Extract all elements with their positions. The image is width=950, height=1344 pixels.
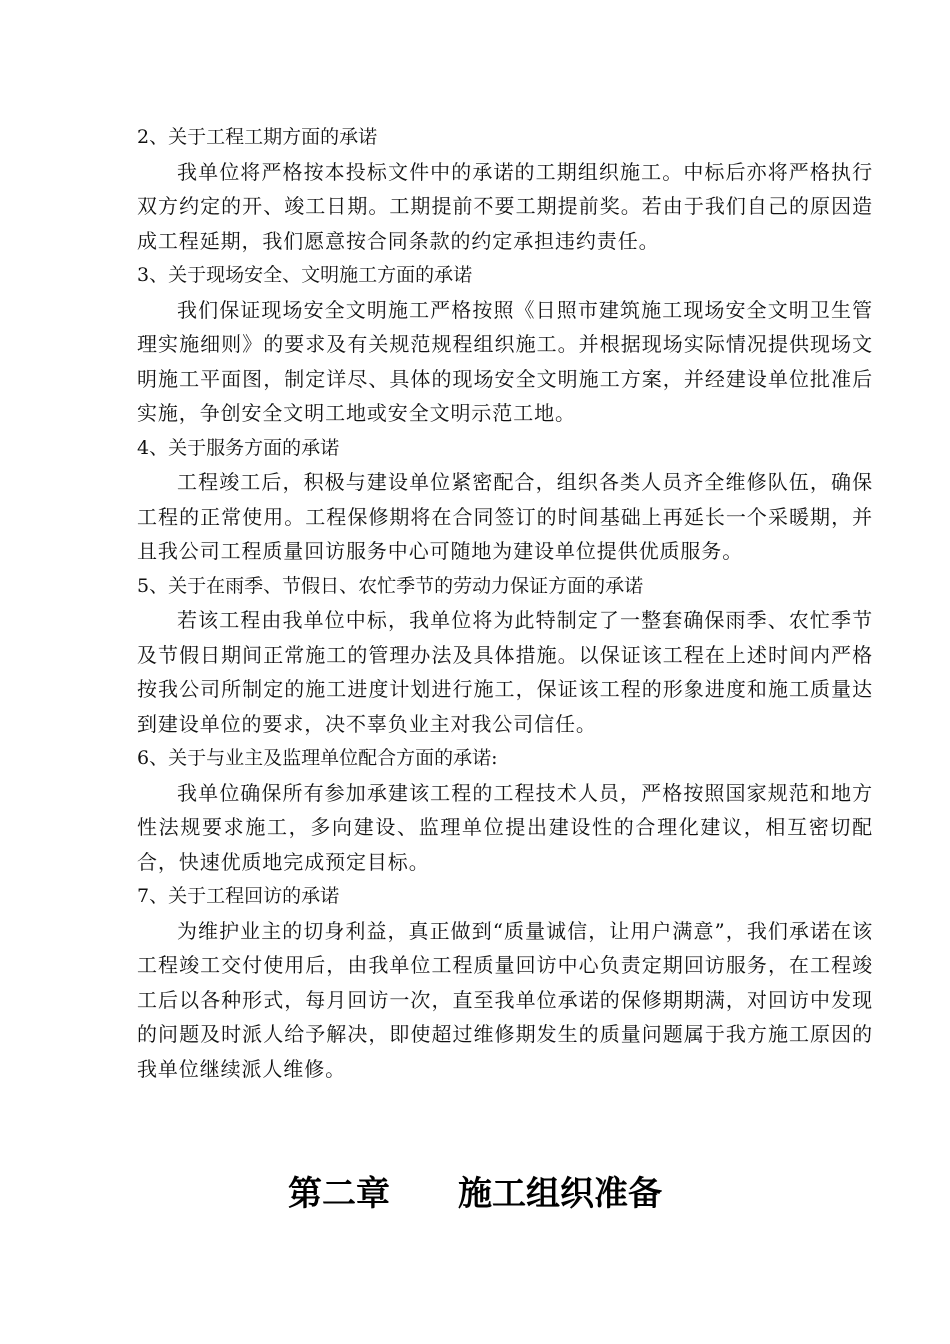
section-labor-commitment: [137, 569, 873, 742]
section-cooperation-commitment: [137, 741, 873, 879]
section-heading: 5、关于在雨季、节假日、农忙季节的劳动力保证方面的承诺: [137, 574, 644, 597]
section-body: 我单位将严格按本投标文件中的承诺的工期组织施工。中标后亦将严格执行双方约定的开、竣工日期。工期提前不要工期提前奖。若由于我们自己的原因造成工程延期，我们愿意按合同条款的约定承担违约责任。: [137, 159, 873, 253]
section-heading: 2、关于工程工期方面的承诺: [137, 126, 378, 148]
commitment-sections: [137, 120, 873, 1086]
section-schedule-commitment: [137, 120, 873, 258]
section-body: 若该工程由我单位中标，我单位将为此特制定了一整套确保雨季、农忙季节及节假日期间正常施工的管理办法及具体措施。以保证该工程在上述时间内严格按我公司所制定的施工进度计划进行施工，保证该工程的形象进度和施工质量达到建设单位的要求，决不辜负业主对我公司信任。: [137, 608, 873, 736]
section-safety-commitment: [137, 258, 873, 431]
section-heading: 6、关于与业主及监理单位配合方面的承诺:: [137, 747, 498, 769]
section-body: 我们保证现场安全文明施工严格按照《日照市建筑施工现场安全文明卫生管理实施细则》的要求及有关规范规程组织施工。并根据现场实际情况提供现场文明施工平面图，制定详尽、具体的现场安全文明施工方案，并经建设单位批准后实施，争创安全文明工地或安全文明示范工地。: [137, 297, 873, 425]
section-heading: 4、关于服务方面的承诺: [137, 436, 340, 459]
section-body: 工程竣工后，积极与建设单位紧密配合，组织各类人员齐全维修队伍，确保工程的正常使用。工程保修期将在合同签订的时间基础上再延长一个采暖期，并且我公司工程质量回访服务中心可随地为建设单位提供优质服务。: [137, 470, 873, 563]
section-body: 我单位确保所有参加承建该工程的工程技术人员，严格按照国家规范和地方性法规要求施工，多向建设、监理单位提出建设性的合理化建议，相互密切配合，快速优质地完成预定目标。: [137, 780, 873, 874]
section-heading: 3、关于现场安全、文明施工方面的承诺: [137, 264, 473, 286]
chapter-title: 第二章 施工组织准备: [288, 1174, 662, 1214]
section-revisit-commitment: [137, 879, 873, 1086]
section-body: 为维护业主的切身利益，真正做到“质量诚信，让用户满意”，我们承诺在该工程竣工交付使用后，由我单位工程质量回访中心负责定期回访服务，在工程竣工后以各种形式，每月回访一次，直至我单位承诺的保修期期满，对回访中发现的问题及时派人给予解决，即使超过维修期发生的质量问题属于我方施工原因的我单位继续派人维修。: [137, 918, 873, 1081]
section-heading: 7、关于工程回访的承诺: [137, 885, 340, 907]
section-service-commitment: [137, 431, 873, 569]
